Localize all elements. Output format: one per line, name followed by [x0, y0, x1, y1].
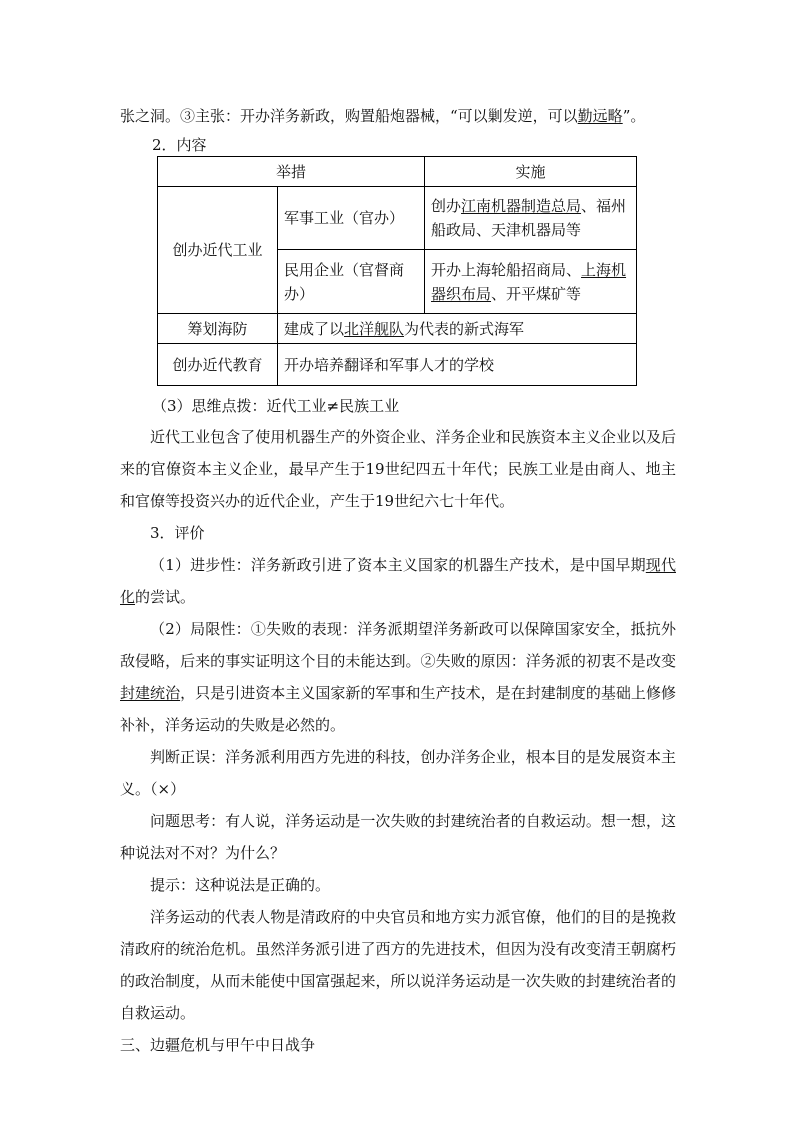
underlined-term: 现代化	[120, 556, 676, 606]
underlined-term: 勤远略	[577, 107, 623, 125]
paragraph-eval-2: （2）局限性：①失败的表现：洋务派期望洋务新政可以保障国家安全，抵抗外敌侵略，后来的事实证明这个目的未能达到。②失败的原因：洋务派的初衷不是改变封建统治，只是引进资本主义国家新的军事和生产技术，是在封建制度的基础上修修补补，洋务运动的失败是必然的。	[120, 620, 676, 734]
table-header-measures: 举措	[158, 157, 425, 187]
paragraph-hint: 提示：这种说法是正确的。	[150, 876, 331, 894]
table-cell-navy-impl: 建成了以北洋舰队为代表的新式海军	[278, 314, 637, 344]
table-cell-military: 军事工业（官办）	[278, 187, 425, 250]
table-cell-navy: 筹划海防	[158, 314, 278, 344]
table-cell-military-impl: 创办江南机器制造总局、福州船政局、天津机器局等	[425, 187, 637, 250]
table-cell-industry: 创办近代工业	[158, 187, 278, 314]
intro-line	[120, 106, 645, 126]
content-table	[157, 156, 637, 386]
section-3-title: 3．评价	[150, 524, 205, 542]
paragraph-explain: 洋务运动的代表人物是清政府的中央官员和地方实力派官僚，他们的目的是挽救清政府的统治危机。虽然洋务派引进了西方的先进技术，但因为没有改变清王朝腐朽的政治制度，从而未能使中国富强起来，所以说洋务运动是一次失败的封建统治者的自救运动。	[120, 908, 676, 1022]
paragraph-eval-1: （1）进步性：洋务新政引进了资本主义国家的机器生产技术，是中国早期现代化的尝试。	[120, 556, 676, 606]
section-2-title: 2．内容	[152, 136, 207, 154]
thinking-title: （3）思维点拨：近代工业≠民族工业	[152, 397, 400, 415]
underlined-term: 上海机器织布局	[431, 260, 627, 303]
table-cell-education-impl: 开办培养翻译和军事人才的学校	[278, 344, 637, 386]
underlined-term: 江南机器制造总局	[461, 197, 582, 215]
body-text	[120, 421, 676, 1061]
table-cell-civil: 民用企业（官督商办）	[278, 250, 425, 314]
table-cell-education: 创办近代教育	[158, 344, 278, 386]
underlined-term: 封建统治	[120, 684, 181, 702]
paragraph-judge: 判断正误：洋务派利用西方先进的科技，创办洋务企业，根本目的是发展资本主义。（×）	[120, 748, 676, 798]
table-header-implementation: 实施	[425, 157, 637, 187]
paragraph-question: 问题思考：有人说，洋务运动是一次失败的封建统治者的自救运动。想一想，这种说法对不对？为什么？	[120, 812, 676, 862]
intro-text-end: ”。	[622, 107, 646, 125]
section-heading: 三、边疆危机与甲午中日战争	[120, 1036, 316, 1054]
paragraph-thinking: 近代工业包含了使用机器生产的外资企业、洋务企业和民族资本主义企业以及后来的官僚资本主义企业，最早产生于19世纪四五十年代；民族工业是由商人、地主和官僚等投资兴办的近代企业，产生于19世纪六七十年代。	[120, 428, 676, 510]
table-cell-civil-impl: 开办上海轮船招商局、上海机器织布局、开平煤矿等	[425, 250, 637, 314]
intro-text: 张之洞。③主张：开办洋务新政，购置船炮器械，“可以剿发逆，可以	[120, 107, 578, 125]
underlined-term: 北洋舰队	[344, 319, 405, 338]
